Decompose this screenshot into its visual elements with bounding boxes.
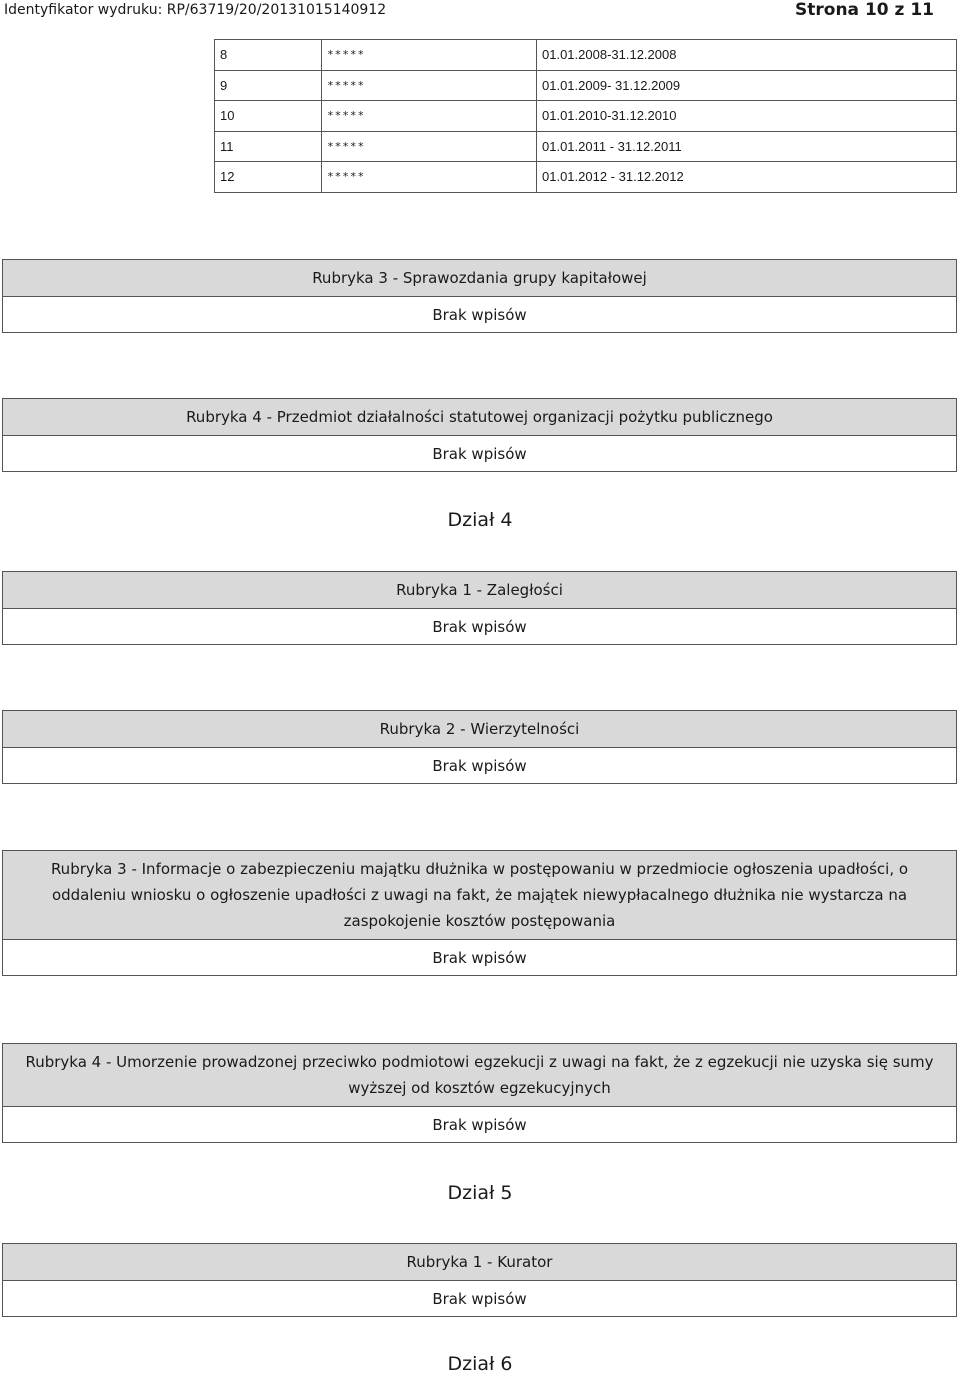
section-title: Rubryka 1 - Kurator	[2, 1243, 957, 1281]
section-title: Rubryka 4 - Umorzenie prowadzonej przeciwko podmiotowi egzekucji z uwagi na fakt, że z egzekucji nie uzyska się sumy wyższej od kosztów egzekucyjnych	[2, 1043, 957, 1107]
row-value: *****	[322, 40, 537, 71]
print-identifier: Identyfikator wydruku: RP/63719/20/20131015140912	[4, 2, 387, 18]
section-empty-text: Brak wpisów	[2, 940, 957, 976]
row-period: 01.01.2010-31.12.2010	[537, 101, 957, 132]
section-title: Rubryka 1 - Zaległości	[2, 571, 957, 609]
table-row	[215, 70, 957, 101]
section-empty-text: Brak wpisów	[2, 609, 957, 645]
section-title: Rubryka 3 - Sprawozdania grupy kapitałowej	[2, 259, 957, 297]
row-period: 01.01.2009- 31.12.2009	[537, 70, 957, 101]
section-empty-text: Brak wpisów	[2, 1107, 957, 1143]
section-empty-text: Brak wpisów	[2, 436, 957, 472]
row-period: 01.01.2008-31.12.2008	[537, 40, 957, 71]
section-empty-text: Brak wpisów	[2, 1281, 957, 1317]
row-value: *****	[322, 162, 537, 193]
section-title: Rubryka 4 - Przedmiot działalności statutowej organizacji pożytku publicznego	[2, 398, 957, 436]
section-title: Rubryka 3 - Informacje o zabezpieczeniu majątku dłużnika w postępowaniu w przedmiocie ogłoszenia upadłości, o oddaleniu wniosku o ogłoszenie upadłości z uwagi na fakt, że majątek niewypłacalnego dłużnika nie wystarcza na zaspokojenie kosztów postępowania	[2, 850, 957, 940]
section-empty-text: Brak wpisów	[2, 748, 957, 784]
row-period: 01.01.2011 - 31.12.2011	[537, 131, 957, 162]
row-number: 8	[215, 40, 322, 71]
division-title-4: Dział 4	[447, 509, 513, 531]
row-number: 12	[215, 162, 322, 193]
section-wierzytelnosci	[2, 710, 957, 784]
section-title: Rubryka 2 - Wierzytelności	[2, 710, 957, 748]
row-period: 01.01.2012 - 31.12.2012	[537, 162, 957, 193]
division-title-6: Dział 6	[447, 1353, 513, 1375]
section-sprawozdania	[2, 259, 957, 333]
table-row	[215, 131, 957, 162]
division-title-5: Dział 5	[447, 1182, 513, 1204]
section-przedmiot-dzialalnosci	[2, 398, 957, 472]
row-value: *****	[322, 101, 537, 132]
row-value: *****	[322, 131, 537, 162]
section-zabezpieczenie-majatku	[2, 850, 957, 976]
section-kurator	[2, 1243, 957, 1317]
table-row	[215, 162, 957, 193]
section-umorzenie-egzekucji	[2, 1043, 957, 1143]
section-zaleglosci	[2, 571, 957, 645]
section-empty-text: Brak wpisów	[2, 297, 957, 333]
row-value: *****	[322, 70, 537, 101]
table-row	[215, 40, 957, 71]
row-number: 11	[215, 131, 322, 162]
row-number: 9	[215, 70, 322, 101]
table-row	[215, 101, 957, 132]
page-number: Strona 10 z 11	[795, 0, 934, 20]
row-number: 10	[215, 101, 322, 132]
history-table	[214, 39, 957, 193]
